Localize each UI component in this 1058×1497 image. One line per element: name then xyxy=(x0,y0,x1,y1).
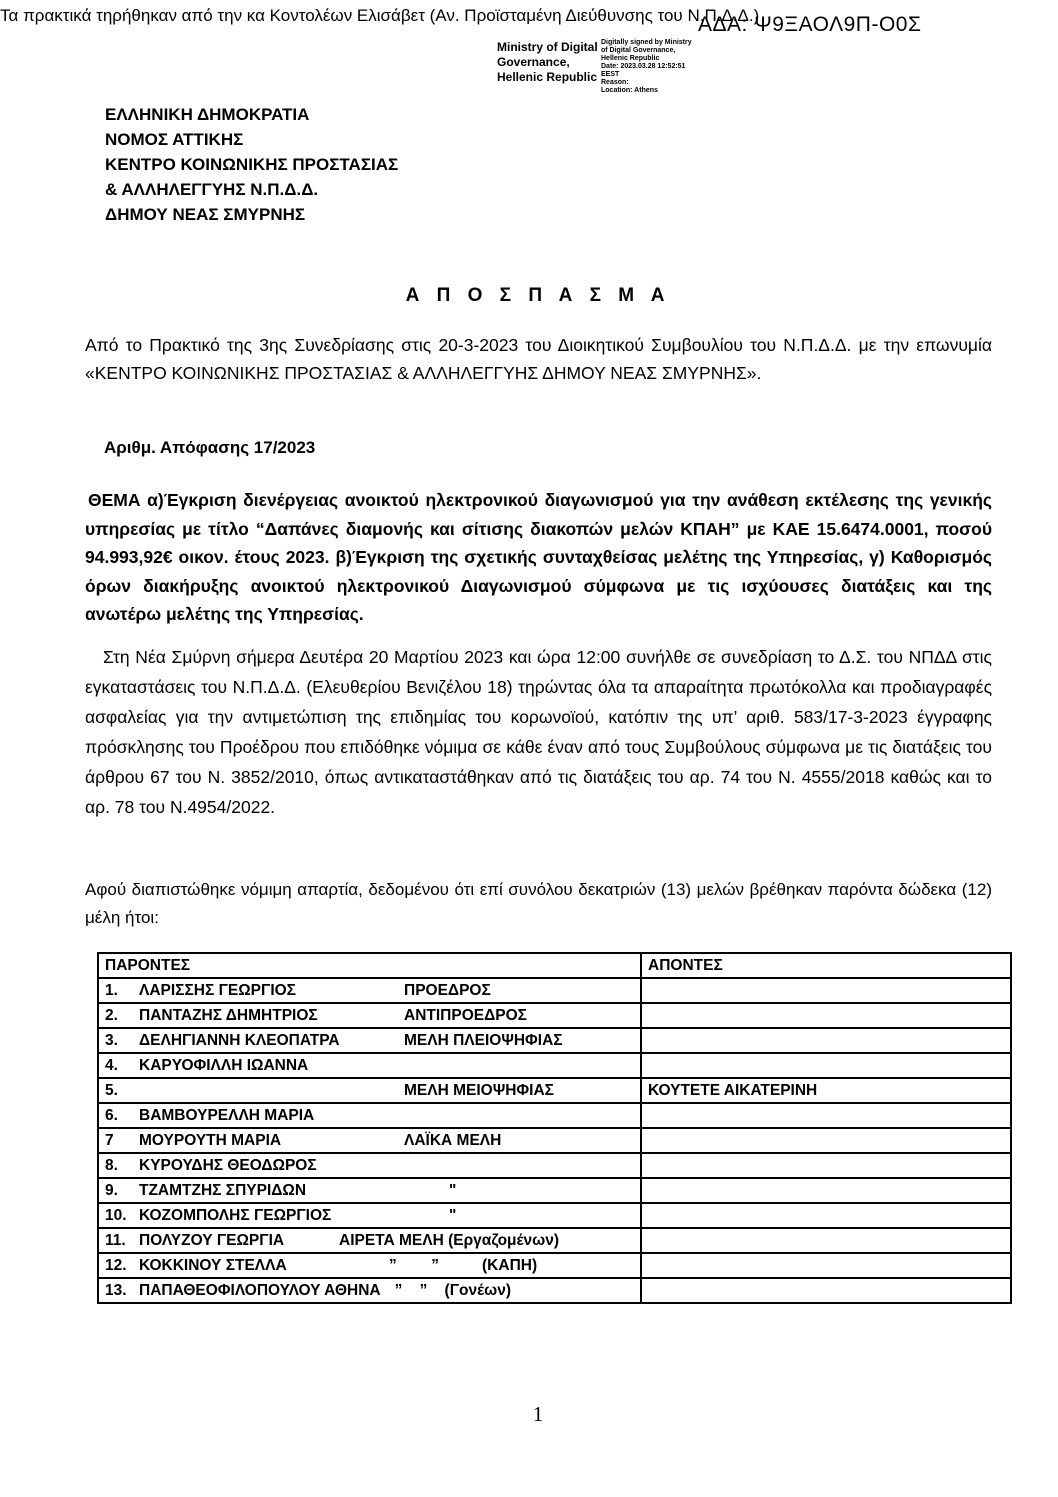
org-line-center: ΚΕΝΤΡΟ ΚΟΙΝΩΝΙΚΗΣ ΠΡΟΣΤΑΣΙΑΣ xyxy=(105,155,399,174)
absent-name xyxy=(641,978,1011,1003)
table-row xyxy=(98,978,1011,1003)
member-name: ΔΕΛΗΓΙΑΝΝΗ ΚΛΕΟΠΑΤΡΑ xyxy=(139,1031,340,1049)
table-row xyxy=(98,1078,1011,1103)
member-role: ΠΡΟΕΔΡΟΣ xyxy=(404,981,491,999)
org-line-municipality: ΔΗΜΟΥ ΝΕΑΣ ΣΜΥΡΝΗΣ xyxy=(105,205,306,224)
member-name: ΚΥΡΟΥΔΗΣ ΘΕΟΔΩΡΟΣ xyxy=(139,1156,317,1174)
absent-name xyxy=(641,1028,1011,1053)
member-number: 6. xyxy=(105,1106,118,1124)
decision-number: Αριθμ. Απόφασης 17/2023 xyxy=(104,438,316,457)
member-name: ΚΟΖΟΜΠΟΛΗΣ ΓΕΩΡΓΙΟΣ xyxy=(139,1206,332,1224)
absent-name xyxy=(641,1253,1011,1278)
signature-detail-line: Location: Athens xyxy=(601,87,658,94)
member-name: ΚΟΚΚΙΝΟΥ ΣΤΕΛΛΑ xyxy=(139,1256,287,1274)
absent-name xyxy=(641,1053,1011,1078)
member-name: ΠΑΠΑΘΕΟΦΙΛΟΠΟΥΛΟΥ ΑΘΗΝΑ xyxy=(139,1281,381,1299)
signature-detail-line: Date: 2023.03.28 12:52:51 xyxy=(601,63,686,70)
absent-name xyxy=(641,1203,1011,1228)
absent-name xyxy=(641,1278,1011,1303)
member-number: 5. xyxy=(105,1081,118,1099)
member-name: ΒΑΜΒΟΥΡΕΛΛΗ ΜΑΡΙΑ xyxy=(139,1106,315,1124)
signature-detail-line: Digitally signed by Ministry xyxy=(601,39,692,46)
member-name: ΚΑΡΥΟΦΙΛΛΗ ΙΩΑΝΝΑ xyxy=(139,1056,309,1074)
member-role: ΜΕΛΗ ΜΕΙΟΨΗΦΙΑΣ xyxy=(404,1081,554,1099)
member-number: 8. xyxy=(105,1156,118,1174)
signature-detail-line: Reason: xyxy=(601,79,629,86)
intro-paragraph: Από το Πρακτικό της 3ης Συνεδρίασης στις 20-3-2023 του Διοικητικού Συμβουλίου του Ν.Π.Δ.Δ. με την επωνυμία «ΚΕΝΤΡΟ ΚΟΙΝΩΝΙΚΗΣ ΠΡΟΣΤΑΣΙΑΣ & ΑΛΛΗΛΕΓΓΥΗΣ ΔΗΜΟΥ ΝΕΑΣ ΣΜΥΡΝΗΣ». xyxy=(85,335,992,383)
absent-name xyxy=(641,1153,1011,1178)
member-number: 10. xyxy=(105,1206,127,1224)
absent-name xyxy=(641,1228,1011,1253)
org-line-solidarity: & ΑΛΛΗΛΕΓΓΥΗΣ Ν.Π.Δ.Δ. xyxy=(105,180,319,199)
member-role: " xyxy=(449,1206,457,1224)
meeting-paragraph: Στη Νέα Σμύρνη σήμερα Δευτέρα 20 Μαρτίου 2023 και ώρα 12:00 συνήλθε σε συνεδρίαση το Δ.Σ. του ΝΠΔΔ στις εγκαταστάσεις του Ν.Π.Δ.Δ. (Ελευθερίου Βενιζέλου 18) τηρώντας όλα τα απαραίτητα πρωτόκολλα και προδιαγραφές ασφαλείας για την αντιμετώπιση της επιδημίας του κορωνοϊού, κατόπιν της υπ’ αριθ. 583/17-3-2023 έγγραφης πρόσκλησης του Προέδρου που επιδόθηκε νόμιμα σε κάθε έναν από τους Συμβούλους σύμφωνα με τις διατάξεις του άρθρου 67 του Ν. 3852/2010, όπως αντικαταστάθηκαν από τις διατάξεις του αρ. 74 του Ν. 4555/2018 καθώς και το αρ. 78 του Ν.4954/2022. xyxy=(85,647,992,817)
signature-detail-line: of Digital Governance, xyxy=(601,47,676,54)
absent-name xyxy=(641,1178,1011,1203)
absent-name: ΚΟΥΤΕΤΕ ΑΙΚΑΤΕΡΙΝΗ xyxy=(641,1078,1011,1103)
table-row xyxy=(98,1003,1011,1028)
table-header-row xyxy=(98,953,1011,978)
member-number: 11. xyxy=(105,1231,126,1249)
member-name: ΜΟΥΡΟΥΤΗ ΜΑΡΙΑ xyxy=(139,1131,282,1149)
absent-header: ΑΠΟΝΤΕΣ xyxy=(641,953,1011,978)
signature-details xyxy=(601,39,731,95)
member-number: 7 xyxy=(105,1131,114,1149)
member-name: ΛΑΡΙΣΣΗΣ ΓΕΩΡΓΙΟΣ xyxy=(139,981,296,999)
minutes-note: Τα πρακτικά τηρήθηκαν από την κα Κοντολέων Ελισάβετ (Αν. Προϊσταμένη Διεύθυνσης του Ν.Π.Δ.Δ.) xyxy=(0,6,760,25)
member-number: 1. xyxy=(105,981,118,999)
member-number: 12. xyxy=(105,1256,127,1274)
signature-detail-line: EEST xyxy=(601,71,620,78)
table-row xyxy=(98,1203,1011,1228)
table-row xyxy=(98,1103,1011,1128)
member-name: ΤΖΑΜΤΖΗΣ ΣΠΥΡΙΔΩΝ xyxy=(139,1181,307,1199)
signature-signer xyxy=(497,40,598,85)
member-number: 2. xyxy=(105,1006,118,1024)
table-row xyxy=(98,1153,1011,1178)
table-row xyxy=(98,1028,1011,1053)
member-role: " xyxy=(449,1181,457,1199)
member-number: 13. xyxy=(105,1281,127,1299)
member-role: ΑΙΡΕΤΑ ΜΕΛΗ (Εργαζομένων) xyxy=(339,1231,560,1249)
quorum-paragraph: Αφού διαπιστώθηκε νόμιμη απαρτία, δεδομένου ότι επί συνόλου δεκατριών (13) μελών βρέθηκαν παρόντα δώδεκα (12) μέλη ήτοι: xyxy=(85,880,992,927)
table-row xyxy=(98,1178,1011,1203)
member-role: ” ” (Γονέων) xyxy=(394,1281,511,1299)
absent-name xyxy=(641,1128,1011,1153)
ada-code: ΑΔΑ: Ψ9ΞΑΟΛ9Π-Ο0Σ xyxy=(698,13,922,36)
absent-name xyxy=(641,1003,1011,1028)
member-role: ” ” (ΚΑΠΗ) xyxy=(389,1256,538,1274)
member-role: ΜΕΛΗ ΠΛΕΙΟΨΗΦΙΑΣ xyxy=(404,1031,563,1049)
attendance-table xyxy=(97,952,1012,1304)
present-header: ΠΑΡΟΝΤΕΣ xyxy=(98,953,641,978)
signer-line: Governance, xyxy=(497,55,570,69)
member-name: ΠΑΝΤΑΖΗΣ ΔΗΜΗΤΡΙΟΣ xyxy=(139,1006,318,1024)
table-row xyxy=(98,1228,1011,1253)
table-row xyxy=(98,1128,1011,1153)
absent-name xyxy=(641,1103,1011,1128)
member-number: 4. xyxy=(105,1056,118,1074)
org-letterhead xyxy=(105,102,398,227)
member-number: 9. xyxy=(105,1181,118,1199)
page-number: 1 xyxy=(532,1402,544,1426)
subject-paragraph: ΘΕΜΑ α)Έγκριση διενέργειας ανοικτού ηλεκτρονικού διαγωνισμού για την ανάθεση εκτέλεσης της γενικής υπηρεσίας με τίτλο “Δαπάνες διαμονής και σίτισης διακοπών μελών ΚΠΑΗ” με ΚΑΕ 15.6474.0001, ποσού 94.993,92€ οικον. έτους 2023. β)Έγκριση της σχετικής συνταχθείσας μελέτης της Υπηρεσίας, γ) Καθορισμός όρων διακήρυξης ανοικτού ηλεκτρονικού Διαγωνισμού σύμφωνα με τις ισχύουσες διατάξεις και της ανωτέρω μελέτης της Υπηρεσίας. xyxy=(85,490,992,625)
document-title: Α Π Ο Σ Π Α Σ Μ Α xyxy=(405,285,671,306)
signer-line: Hellenic Republic xyxy=(497,70,598,84)
member-role: ΛΑΪΚΑ ΜΕΛΗ xyxy=(404,1131,502,1149)
member-number: 3. xyxy=(105,1031,118,1049)
member-role: ΑΝΤΙΠΡΟΕΔΡΟΣ xyxy=(404,1006,527,1024)
member-name: ΠΟΛΥΖΟΥ ΓΕΩΡΓΙΑ xyxy=(139,1231,285,1249)
signer-line: Ministry of Digital xyxy=(497,40,598,54)
table-row xyxy=(98,1253,1011,1278)
signature-detail-line: Hellenic Republic xyxy=(601,55,660,62)
org-line-republic: ΕΛΛΗΝΙΚΗ ΔΗΜΟΚΡΑΤΙΑ xyxy=(105,105,310,124)
table-row xyxy=(98,1278,1011,1303)
table-row xyxy=(98,1053,1011,1078)
org-line-prefecture: ΝΟΜΟΣ ΑΤΤΙΚΗΣ xyxy=(105,130,244,149)
